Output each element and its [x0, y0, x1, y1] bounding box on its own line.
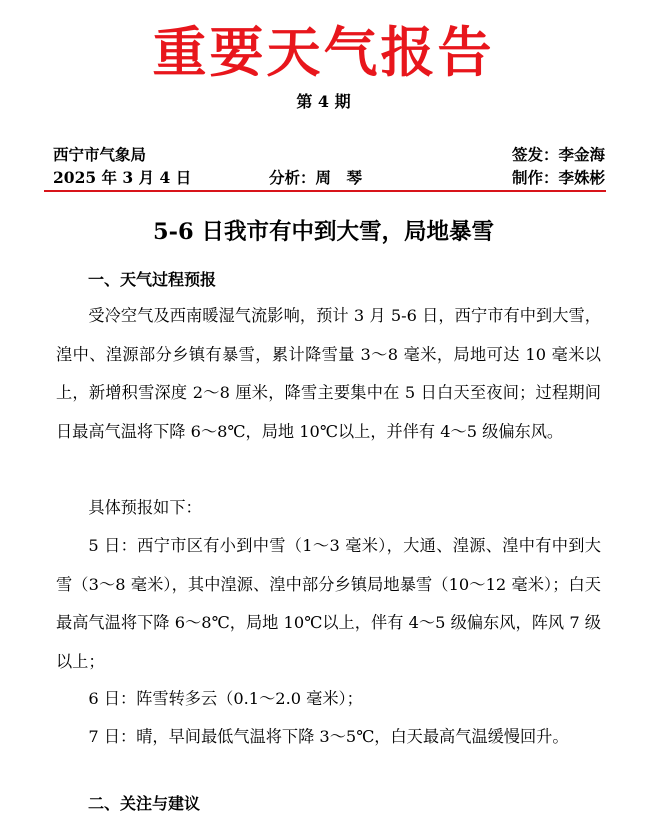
paragraph-detail-intro: 具体预报如下：: [88, 498, 202, 517]
signer: 签发：李金海: [511, 145, 605, 164]
issue-number: 第 4 期: [296, 92, 351, 111]
analyst: 分析：周 琴: [269, 168, 363, 187]
report-headline: 5-6 日我市有中到大雪，局地暴雪: [153, 219, 494, 245]
producer: 制作：李姝彬: [511, 168, 605, 187]
paragraph-day-7: 7 日：晴，早间最低气温将下降 3～5℃，白天最高气温缓慢回升。: [88, 727, 569, 746]
paragraph-day-6: 6 日：阵雪转多云（0.1～2.0 毫米）；: [88, 689, 363, 708]
paragraph-overview: 受冷空气及西南暖湿气流影响，预计 3 月 5-6 日，西宁市有中到大雪，湟中、湟源部分乡镇有暴雪，累计降雪量 3～8 毫米，局地可达 10 毫米以上，新增积雪深度 2～8 厘米，降雪主要集中在 5 日白天至夜间；过程期间日最高气温将下降 6～8℃，局地 10℃以上，并伴有 4～5 级偏东风。: [56, 306, 601, 441]
section-title-advice: 二、关注与建议: [88, 794, 201, 813]
report-masthead-title: 重要天气报告: [152, 20, 495, 84]
red-divider-line: [44, 190, 606, 192]
issuing-agency: 西宁市气象局: [53, 145, 147, 164]
issue-date: 2025 年 3 月 4 日: [53, 168, 192, 187]
paragraph-day-5: 5 日：西宁市区有小到中雪（1～3 毫米），大通、湟源、湟中有中到大雪（3～8 毫米），其中湟源、湟中部分乡镇局地暴雪（10～12 毫米）；白天最高气温将下降 6～8℃，局地 10℃以上，伴有 4～5 级偏东风，阵风 7 级以上；: [56, 536, 601, 671]
section-title-forecast: 一、天气过程预报: [88, 270, 217, 289]
meta-row-1: [53, 144, 605, 166]
meta-row-2: [53, 167, 605, 189]
